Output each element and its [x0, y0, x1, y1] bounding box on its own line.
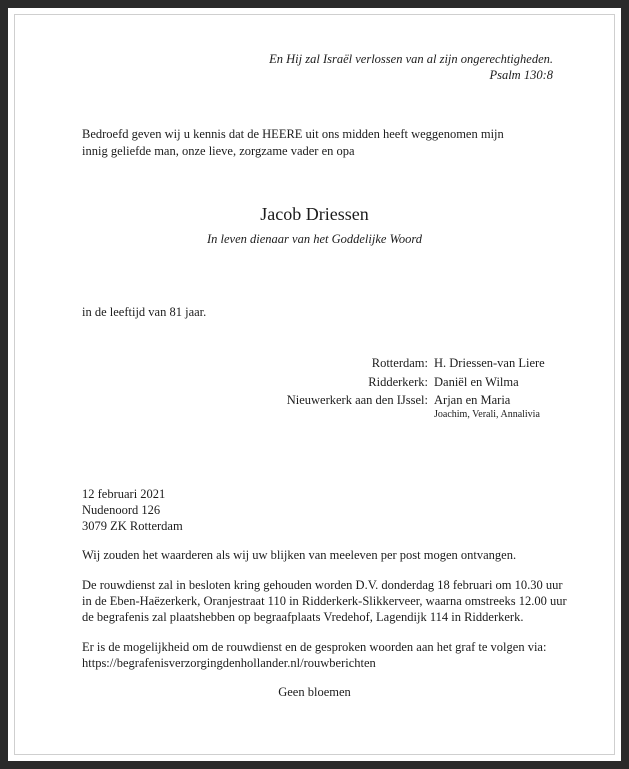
verse-reference: Psalm 130:8 [489, 68, 553, 82]
stream-url: https://begrafenisverzorgingdenhollander.nl/rouwberichten [82, 656, 376, 670]
service-line-1: De rouwdienst zal in besloten kring gehouden worden D.V. donderdag 18 februari om 10.30 uur [82, 578, 563, 592]
closing-note: Geen bloemen [278, 685, 351, 699]
grandchildren-names: Joachim, Verali, Annalivia [434, 409, 540, 420]
family-names-3: Arjan en Maria [434, 393, 511, 407]
verse-text: En Hij zal Israël verlossen van al zijn ongerechtigheden. [269, 52, 553, 66]
family-names-2: Daniël en Wilma [434, 375, 519, 389]
service-line-3: de begrafenis zal plaatshebben op begraafplaats Vredehof, Lagendijk 114 in Ridderkerk. [82, 610, 524, 624]
deceased-subtitle: In leven dienaar van het Goddelijke Woord [207, 232, 422, 246]
family-place-3: Nieuwerkerk aan den IJssel: [286, 393, 428, 407]
stream-line: Er is de mogelijkheid om de rouwdienst en de gesproken woorden aan het graf te volgen via: [82, 640, 547, 654]
family-place-1: Rotterdam: [371, 356, 428, 370]
intro-line-1: Bedroefd geven wij u kennis dat de HEERE uit ons midden heeft weggenomen mijn [82, 127, 504, 141]
notice-date: 12 februari 2021 [82, 487, 166, 501]
address-city: 3079 ZK Rotterdam [82, 519, 183, 533]
intro-line-2: innig geliefde man, onze lieve, zorgzame vader en opa [82, 144, 355, 158]
service-line-2: in de Eben-Haëzerkerk, Oranjestraat 110 in Ridderkerk-Slikkerveer, waarna omstreeks 12.00 uur [82, 594, 567, 608]
death-notice-page [14, 14, 615, 755]
family-names-1: H. Driessen-van Liere [434, 356, 545, 370]
family-place-2: Ridderkerk: [368, 375, 428, 389]
age-line: in de leeftijd van 81 jaar. [82, 305, 207, 319]
deceased-name: Jacob Driessen [260, 204, 369, 224]
post-note: Wij zouden het waarderen als wij uw blijken van meeleven per post mogen ontvangen. [82, 548, 517, 562]
address-street: Nudenoord 126 [82, 503, 161, 517]
